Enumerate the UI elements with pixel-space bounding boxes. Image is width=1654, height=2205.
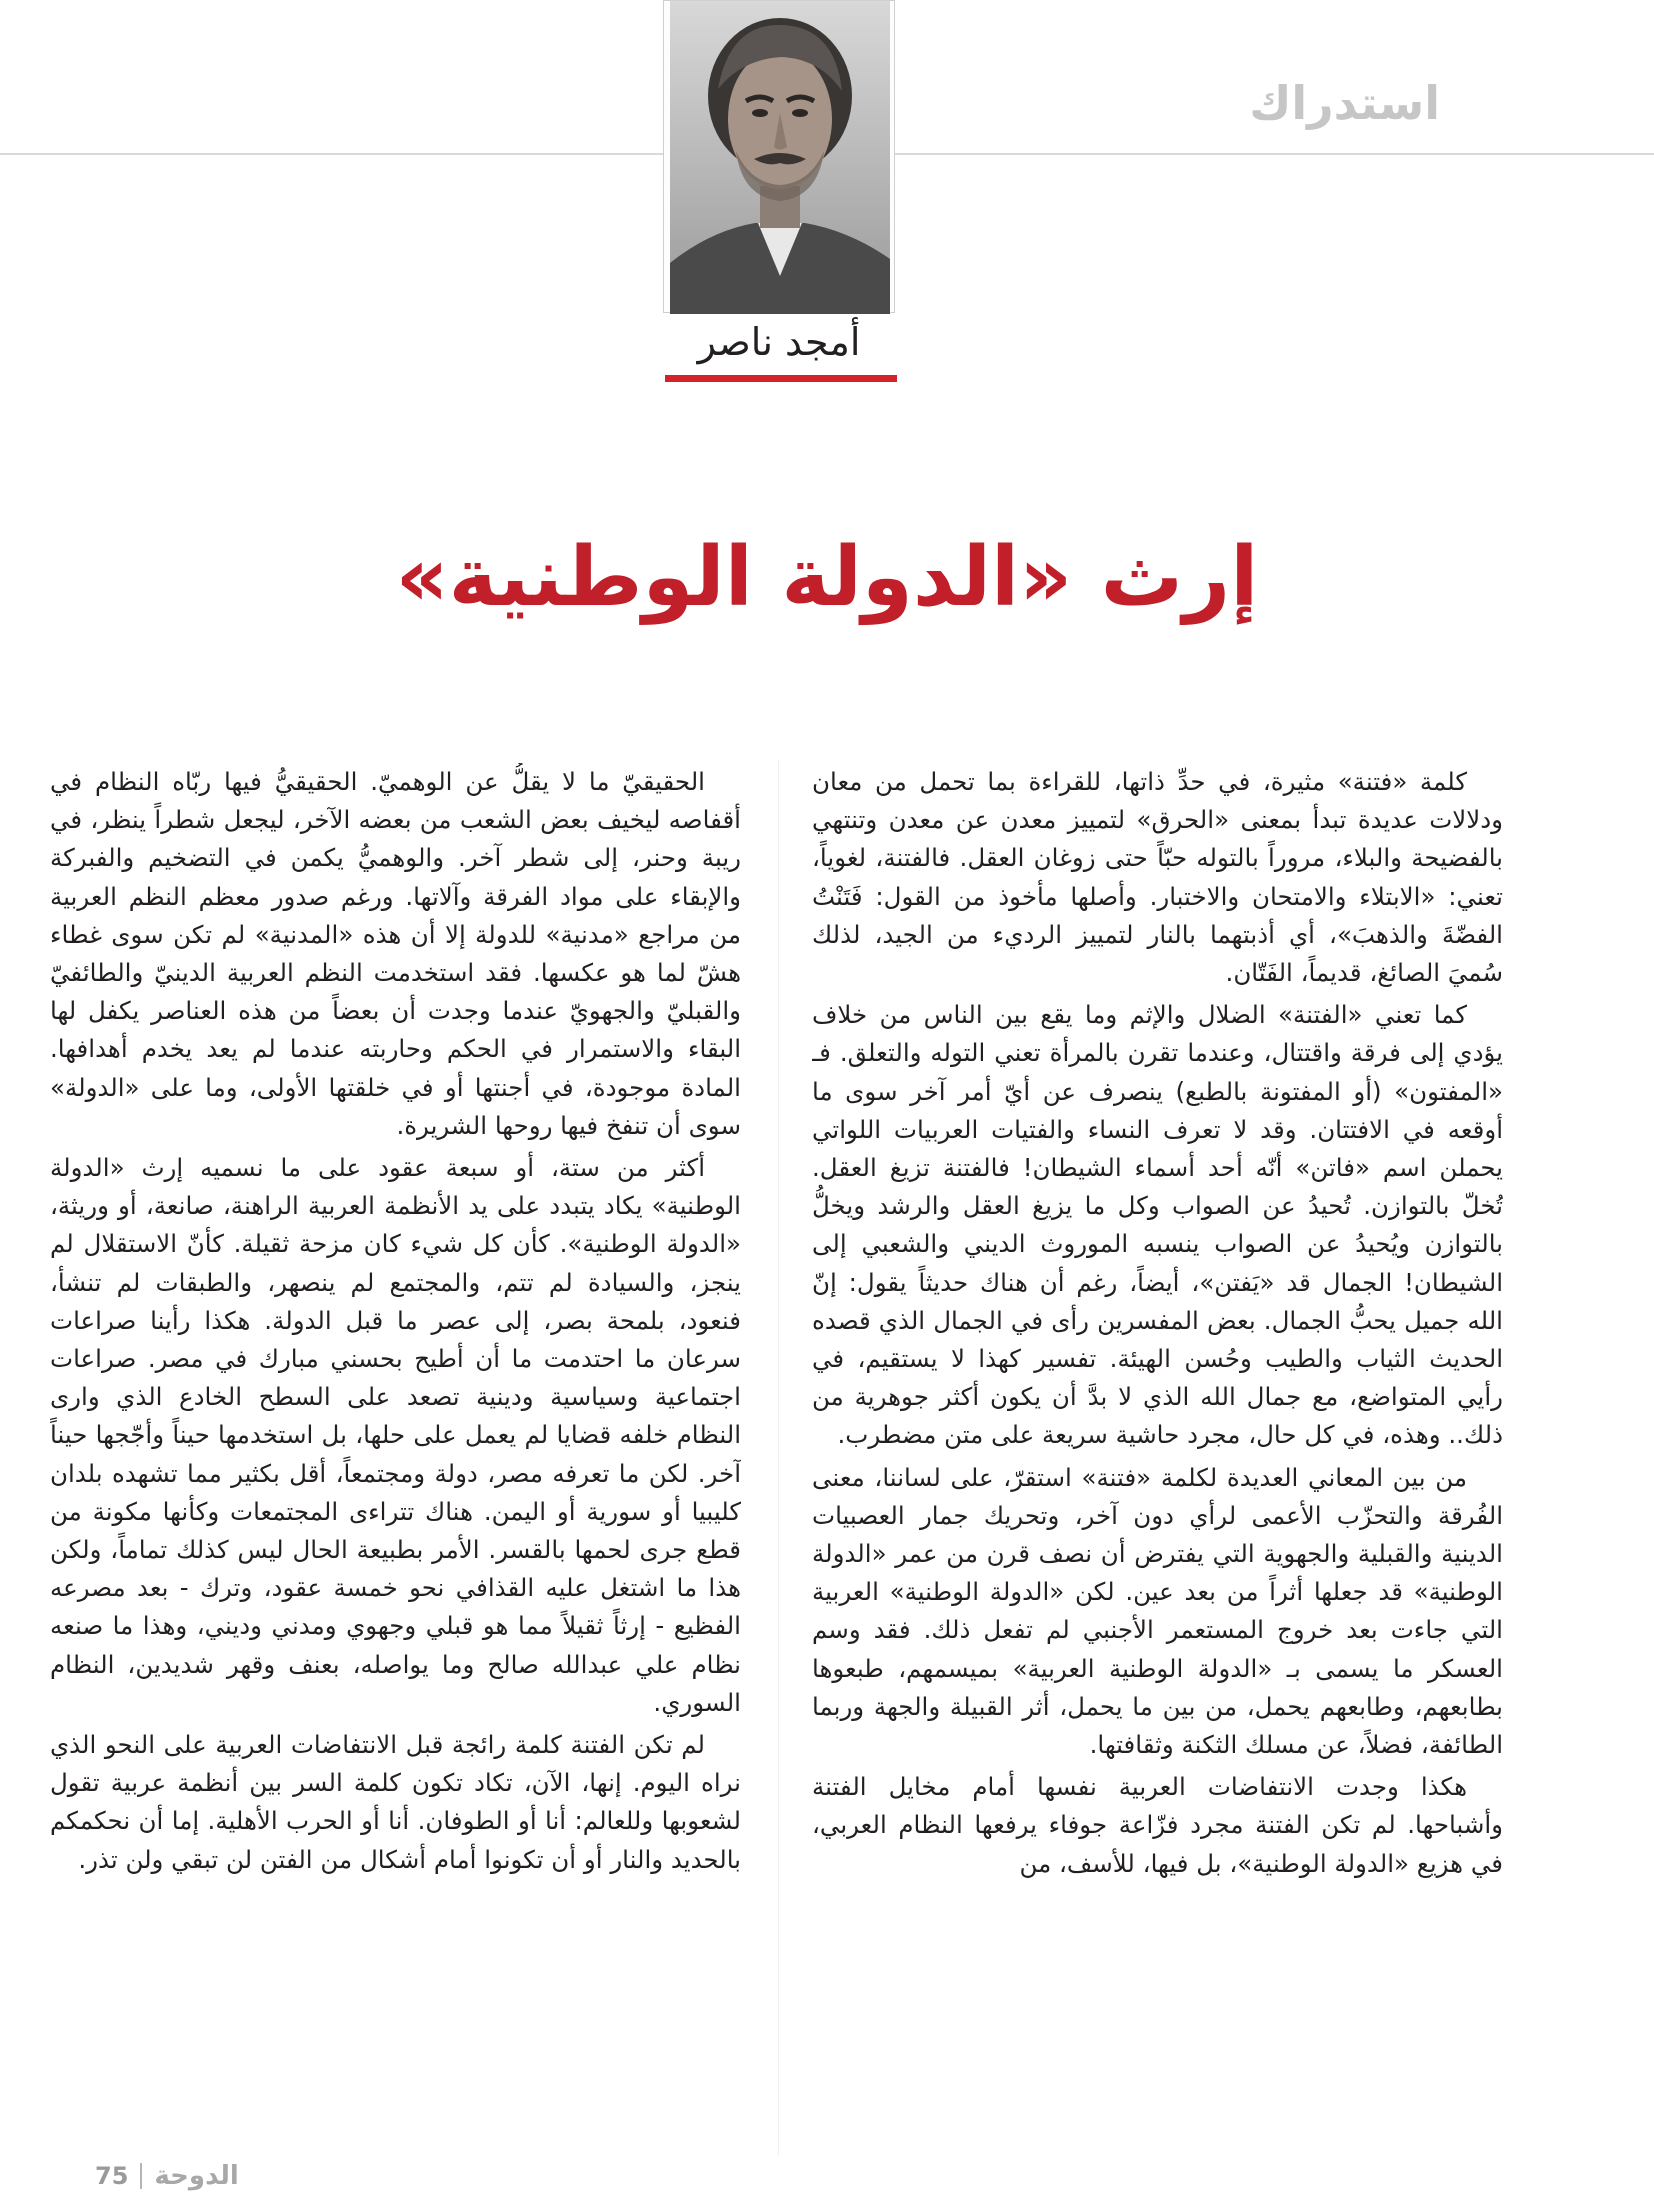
- author-portrait-image: [670, 1, 890, 314]
- column-divider: [778, 760, 779, 2155]
- paragraph: هكذا وجدت الانتفاضات العربية نفسها أمام مخايل الفتنة وأشباحها. لم تكن الفتنة مجرد فزّاعة جوفاء يرفعها النظام العربي، في هزيع «الدولة الوطنية»، بل فيها، للأسف، من: [812, 1772, 1503, 1878]
- author-name: أمجد ناصر: [697, 320, 861, 364]
- page-footer: [95, 2156, 239, 2196]
- paragraph: لم تكن الفتنة كلمة رائجة قبل الانتفاضات العربية على النحو الذي نراه اليوم. إنها، الآن، تكاد تكون كلمة السر بين أنظمة عربية تقول لشعوبها وللعالم: أنا أو الطوفان. أنا أو الحرب الأهلية. إما أن نحكمكم بالحديد والنار أو أن تكونوا أمام أشكال من الفتن لن تبقي ولن تذر.: [50, 1730, 741, 1874]
- footer-separator: [140, 2163, 142, 2189]
- article-column-right: [812, 763, 1503, 2143]
- magazine-logo: الدوحة: [154, 2161, 239, 2191]
- paragraph: كلمة «فتنة» مثيرة، في حدِّ ذاتها، للقراءة بما تحمل من معان ودلالات عديدة تبدأ بمعنى «الحرق» لتمييز معدن عن معدن وتنتهي بالفضيحة والبلاء، مروراً بالتوله حبّاً حتى زوغان العقل. فالفتنة، لغوياً، تعني: «الابتلاء والامتحان والاختبار. وأصلها مأخوذ من القول: فَتَنْتُ الفضّةَ والذهبَ»، أي أذبتهما بالنار لتمييز الرديء من الجيد، لذلك سُميَ الصائغ، قديماً، الفَتّان.: [812, 767, 1503, 988]
- section-label: استدراك: [1249, 76, 1440, 130]
- paragraph: أكثر من ستة، أو سبعة عقود على ما نسميه إرث «الدولة الوطنية» يكاد يتبدد على يد الأنظمة العربية الراهنة، صانعة، أو وريثة، «الدولة الوطنية». كأن كل شيء كان مزحة ثقيلة. كأنّ الاستقلال لم ينجز، والسيادة لم تتم، والمجتمع لم ينصهر، والطبقات لم تنشأ، فنعود، بلمحة بصر، إلى عصر ما قبل الدولة. هكذا رأينا صراعات سرعان ما احتدمت ما أن أطيح بحسني مبارك في مصر. صراعات اجتماعية وسياسية ودينية تصعد على السطح الخادع الذي وارى النظام خلفه قضايا لم يعمل على حلها، بل استخدمها حيناً وأجّجها حيناً آخر. لكن ما تعرفه مصر، دولة ومجتمعاً، أقل بكثير مما تشهده بلدان كليبيا أو سورية أو اليمن. هناك تتراءى المجتمعات وكأنها مكونة من قطع جرى لحمها بالقسر. الأمر بطبيعة الحال ليس كذلك تماماً، ولكن هذا ما اشتغل عليه القذافي نحو خمسة عقود، وترك - بعد مصرعه الفظيع - إرثاً ثقيلاً مما هو قبلي وجهوي ومدني وديني، وهذا ما صنعه نظام علي عبدالله صالح وما يواصله، بعنف وقهر شديدين، النظام السوري.: [50, 1153, 741, 1717]
- article-title: إرث «الدولة الوطنية»: [395, 530, 1259, 625]
- paragraph: الحقيقيّ ما لا يقلُّ عن الوهميّ. الحقيقيُّ فيها ربّاه النظام في أقفاصه ليخيف بعض الشعب من بعضه الآخر، ليجعل شطراً ينظر، في ريبة وحنر، إلى شطر آخر. والوهميُّ يكمن في التضخيم والفبركة والإبقاء على مواد الفرقة وآلاتها. ورغم صدور معظم النظم العربية من مراجع «مدنية» للدولة إلا أن هذه «المدنية» لم تكن سوى غطاء هشّ لما هو عكسها. فقد استخدمت النظم العربية الدينيّ والطائفيّ والقبليّ والجهويّ عندما وجدت أن بعضاً من هذه العناصر يكفل لها البقاء والاستمرار في الحكم وحاربته عندما لم يعد يخدم أهدافها. المادة موجودة، في أجنتها أو في خلقتها الأولى، وما على «الدولة» سوى أن تنفخ فيها روحها الشريرة.: [50, 767, 741, 1140]
- author-underline: [665, 375, 897, 382]
- paragraph: كما تعني «الفتنة» الضلال والإثم وما يقع بين الناس من خلاف يؤدي إلى فرقة واقتتال، وعندما تقرن بالمرأة تعني التوله والتعلق. فـ «المفتون» (أو المفتونة بالطبع) ينصرف عن أيّ أمر آخر سوى ما أوقعه في الافتتان. وقد لا تعرف النساء والفتيات العربيات اللواتي يحملن اسم «فاتن» أنّه أحد أسماء الشيطان! فالفتنة تزيغ العقل. تُخلّ بالتوازن. تُحيدُ عن الصواب وكل ما يزيغ العقل والرشد ويخلُّ بالتوازن ويُحيدُ عن الصواب ينسبه الموروث الديني والشعبي إلى الشيطان! الجمال قد «يَفتن»، أيضاً، رغم أن هناك حديثاً يقول: إنّ الله جميل يحبُّ الجمال. بعض المفسرين رأى في الجمال الذي قصده الحديث الثياب والطيب وحُسن الهيئة. تفسير كهذا لا يستقيم، في رأيي المتواضع، مع جمال الله الذي لا بدَّ أن يكون أكثر جوهرية من ذلك.. وهذه، في كل حال، مجرد حاشية سريعة على متن مضطرب.: [812, 1000, 1503, 1450]
- page-number: 75: [95, 2162, 129, 2190]
- article-column-left: [50, 763, 741, 2143]
- paragraph: من بين المعاني العديدة لكلمة «فتنة» استقرّ، على لساننا، معنى الفُرقة والتحزّب الأعمى لرأي دون آخر، وتحريك جمار العصبيات الدينية والقبلية والجهوية التي يفترض أن نصف قرن من عمر «الدولة الوطنية» قد جعلها أثراً من بعد عين. لكن «الدولة الوطنية» العربية التي جاءت بعد خروج المستعمر الأجنبي لم تفعل ذلك. فقد وسم العسكر ما يسمى بـ «الدولة الوطنية العربية» بميسمهم، طبعوها بطابعهم، وطابعهم يحمل، من بين ما يحمل، أثر القبيلة والجهة وربما الطائفة، فضلاً، عن مسلك الثكنة وثقافتها.: [812, 1462, 1503, 1760]
- author-photo: [663, 0, 895, 313]
